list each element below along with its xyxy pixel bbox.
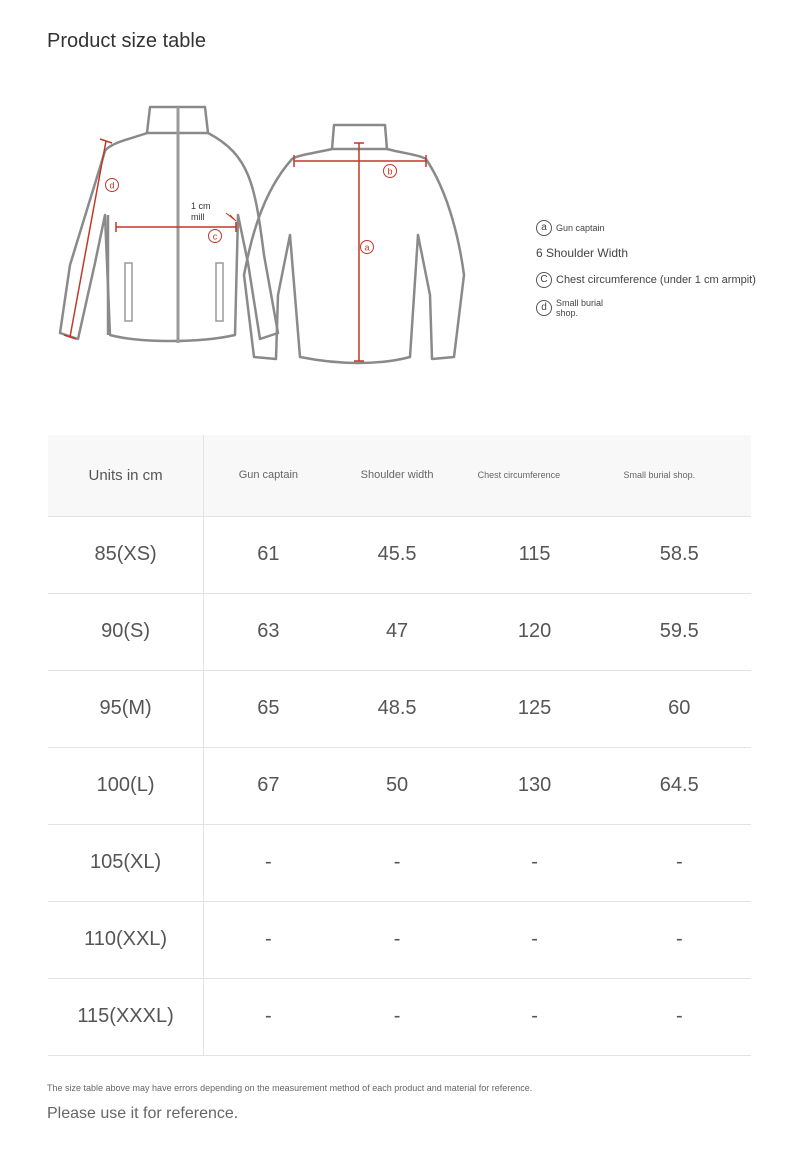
marker-a-text: a — [364, 242, 370, 253]
marker-b-text: b — [387, 166, 393, 177]
shoulder-width-cell: 47 — [333, 593, 462, 670]
reference-note: Please use it for reference. — [47, 1105, 239, 1122]
header-gun-captain: Gun captain — [204, 435, 333, 516]
table-row — [48, 901, 751, 978]
marker-d-text: d — [109, 180, 115, 191]
size-cell: 90(S) — [48, 593, 204, 670]
gun-captain-cell: - — [204, 901, 333, 978]
gun-captain-cell: 61 — [204, 516, 333, 593]
annotation-mill: mill — [191, 212, 205, 222]
size-cell: 100(L) — [48, 747, 204, 824]
legend-text-d: Small burial shop. — [556, 298, 604, 318]
size-cell: 110(XXL) — [48, 901, 204, 978]
chest-cell: - — [462, 901, 608, 978]
legend-text-b: 6 Shoulder Width — [536, 246, 629, 260]
table-row — [48, 978, 751, 1055]
shoulder-width-cell: 48.5 — [333, 670, 462, 747]
legend-item-d — [536, 298, 786, 318]
legend-item-c — [536, 272, 786, 288]
shoulder-width-cell: - — [333, 901, 462, 978]
legend-text-c: Chest circumference (under 1 cm armpit) — [556, 274, 756, 286]
legend-item-a — [536, 220, 786, 236]
measure-c — [116, 213, 236, 232]
gun-captain-cell: 67 — [204, 747, 333, 824]
small-burial-shop-cell: - — [608, 824, 751, 901]
left-pocket — [125, 263, 132, 321]
size-cell: 115(XXXL) — [48, 978, 204, 1055]
size-cell: 105(XL) — [48, 824, 204, 901]
annotation-1cm: 1 cm — [191, 201, 211, 211]
chest-cell: 120 — [462, 593, 608, 670]
chest-cell: - — [462, 978, 608, 1055]
legend-mark-c: C — [536, 272, 552, 288]
jacket-measurement-diagram — [50, 95, 490, 375]
table-row — [48, 670, 751, 747]
measurement-legend — [536, 220, 786, 328]
header-shoulder-width: Shoulder width — [333, 435, 462, 516]
small-burial-shop-cell: 60 — [608, 670, 751, 747]
chest-cell: - — [462, 824, 608, 901]
table-header-row — [48, 435, 751, 516]
marker-c-text: c — [212, 231, 218, 242]
chest-cell: 130 — [462, 747, 608, 824]
size-table — [48, 435, 751, 1056]
disclaimer-note: The size table above may have errors depending on the measurement method of each product and material for reference. — [47, 1083, 533, 1093]
measure-b — [294, 155, 426, 167]
header-chest-circumference: Chest circumference — [462, 435, 608, 516]
front-jacket-outline — [60, 107, 278, 341]
small-burial-shop-cell: 58.5 — [608, 516, 751, 593]
small-burial-shop-cell: - — [608, 978, 751, 1055]
right-pocket — [216, 263, 223, 321]
header-units: Units in cm — [48, 435, 204, 516]
shoulder-width-cell: 45.5 — [333, 516, 462, 593]
chest-cell: 115 — [462, 516, 608, 593]
gun-captain-cell: 65 — [204, 670, 333, 747]
small-burial-shop-cell: - — [608, 901, 751, 978]
shoulder-width-cell: - — [333, 978, 462, 1055]
table-row — [48, 516, 751, 593]
legend-mark-d: d — [536, 300, 552, 316]
marker-d-badge — [106, 179, 119, 192]
size-cell: 85(XS) — [48, 516, 204, 593]
marker-a-badge — [361, 241, 374, 254]
small-burial-shop-cell: 59.5 — [608, 593, 751, 670]
table-row — [48, 824, 751, 901]
header-small-burial-shop: Small burial shop. — [608, 435, 751, 516]
marker-c-badge — [209, 230, 222, 243]
table-row — [48, 593, 751, 670]
legend-mark-a: a — [536, 220, 552, 236]
legend-text-a: Gun captain — [556, 223, 605, 233]
gun-captain-cell: - — [204, 824, 333, 901]
shoulder-width-cell: 50 — [333, 747, 462, 824]
size-cell: 95(M) — [48, 670, 204, 747]
table-row — [48, 747, 751, 824]
small-burial-shop-cell: 64.5 — [608, 747, 751, 824]
gun-captain-cell: - — [204, 978, 333, 1055]
marker-b-badge — [384, 165, 397, 178]
page-title: Product size table — [47, 30, 206, 52]
chest-cell: 125 — [462, 670, 608, 747]
shoulder-width-cell: - — [333, 824, 462, 901]
gun-captain-cell: 63 — [204, 593, 333, 670]
